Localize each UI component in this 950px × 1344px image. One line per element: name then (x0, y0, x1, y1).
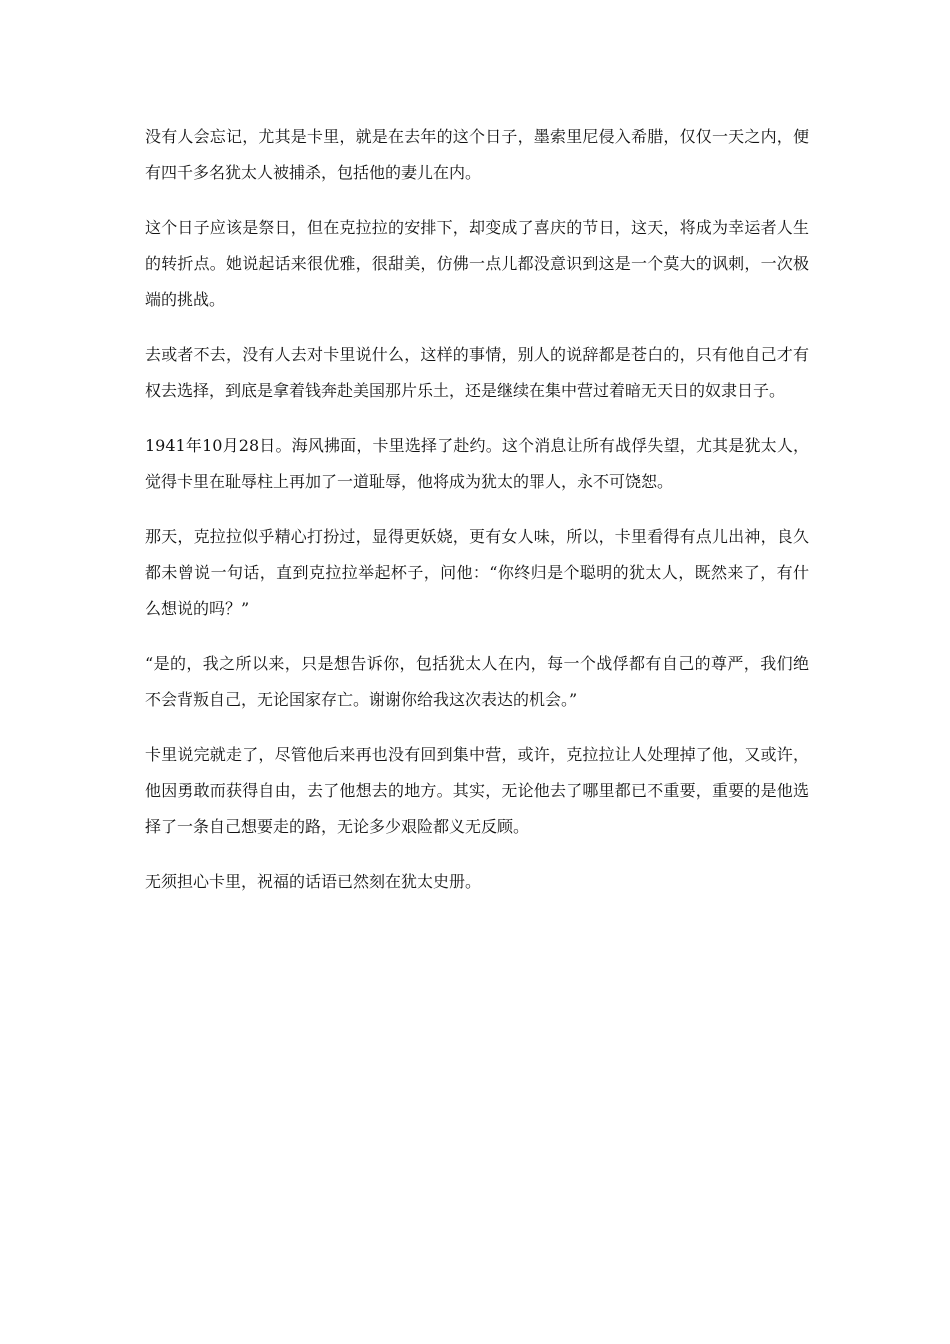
paragraph-4: 1941年10月28日。海风拂面，卡里选择了赴约。这个消息让所有战俘失望，尤其是犹太人，觉得卡里在耻辱柱上再加了一道耻辱，他将成为犹太的罪人，永不可饶恕。 (145, 436, 809, 491)
paragraph-5: 那天，克拉拉似乎精心打扮过，显得更妖娆，更有女人味，所以，卡里看得有点儿出神，良久都未曾说一句话，直到克拉拉举起杯子，问他：“你终归是个聪明的犹太人，既然来了，有什么想说的吗？” (145, 527, 809, 618)
paragraph-6: “是的，我之所以来，只是想告诉你，包括犹太人在内，每一个战俘都有自己的尊严，我们绝不会背叛自己，无论国家存亡。谢谢你给我这次表达的机会。” (145, 654, 809, 709)
paragraph-7: 卡里说完就走了，尽管他后来再也没有回到集中营，或许，克拉拉让人处理掉了他，又或许，他因勇敢而获得自由，去了他想去的地方。其实，无论他去了哪里都已不重要，重要的是他选择了一条自己想要走的路，无论多少艰险都义无反顾。 (145, 745, 809, 836)
paragraph-2: 这个日子应该是祭日，但在克拉拉的安排下，却变成了喜庆的节日，这天，将成为幸运者人生的转折点。她说起话来很优雅，很甜美，仿佛一点儿都没意识到这是一个莫大的讽刺，一次极端的挑战。 (145, 218, 809, 309)
paragraph-1: 没有人会忘记，尤其是卡里，就是在去年的这个日子，墨索里尼侵入希腊，仅仅一天之内，便有四千多名犹太人被捕杀，包括他的妻儿在内。 (145, 127, 809, 182)
paragraph-3: 去或者不去，没有人去对卡里说什么，这样的事情，别人的说辞都是苍白的，只有他自己才有权去选择，到底是拿着钱奔赴美国那片乐土，还是继续在集中营过着暗无天日的奴隶日子。 (145, 345, 809, 400)
article-body (145, 119, 809, 919)
paragraph-8: 无须担心卡里，祝福的话语已然刻在犹太史册。 (145, 872, 482, 891)
